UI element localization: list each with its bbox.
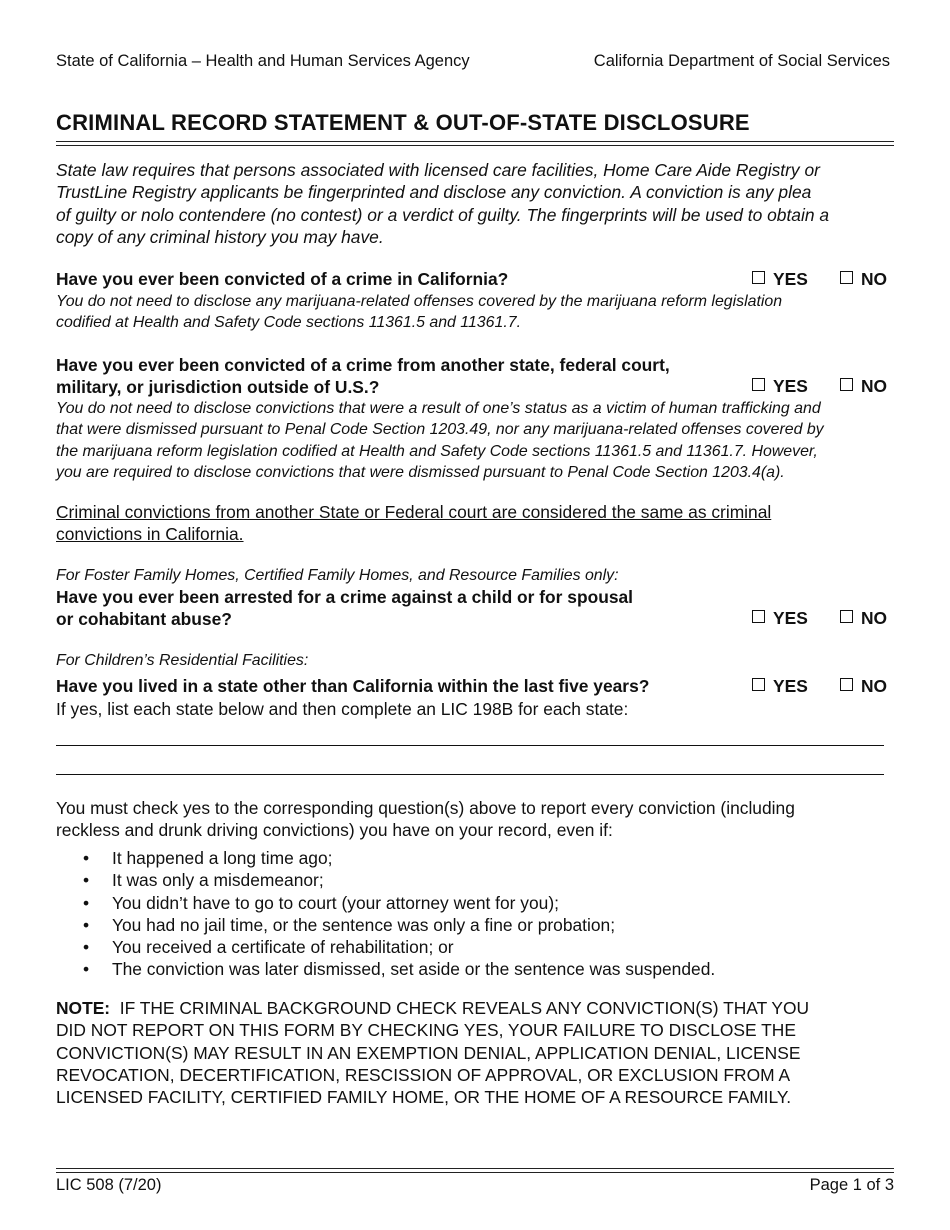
note-line: You do not need to disclose convictions that were a result of one’s status as a victim of human trafficking and bbox=[56, 400, 821, 417]
checkbox-icon bbox=[752, 271, 765, 284]
q2-note bbox=[56, 398, 894, 483]
note-text: IF THE CRIMINAL BACKGROUND CHECK REVEALS ANY CONVICTION(S) THAT YOU bbox=[110, 998, 810, 1018]
note-line: REVOCATION, DECERTIFICATION, RESCISSION OF APPROVAL, OR EXCLUSION FROM A bbox=[56, 1064, 791, 1085]
q4-yes-checkbox[interactable] bbox=[752, 676, 808, 697]
list-item-text: The conviction was later dismissed, set aside or the sentence was suspended. bbox=[112, 959, 716, 980]
note-line: codified at Health and Safety Code sections 11361.5 and 11361.7. bbox=[56, 314, 521, 332]
list-item bbox=[56, 936, 715, 958]
note-line bbox=[56, 997, 809, 1019]
list-item-text: You received a certificate of rehabilitation; or bbox=[112, 937, 454, 958]
bullet-icon: • bbox=[83, 892, 90, 913]
q2-no-checkbox[interactable] bbox=[840, 376, 887, 397]
note-line: You do not need to disclose any marijuana-related offenses covered by the marijuana reform legislation bbox=[56, 293, 783, 310]
list-item bbox=[56, 892, 715, 914]
list-item-text: You didn’t have to go to court (your attorney went for you); bbox=[112, 892, 559, 913]
no-label: NO bbox=[861, 376, 888, 396]
checkbox-icon bbox=[840, 610, 853, 623]
yes-label: YES bbox=[773, 376, 808, 396]
q1-no-checkbox[interactable] bbox=[840, 269, 887, 290]
paragraph-line: reckless and drunk driving convictions) you have on your record, even if: bbox=[56, 820, 613, 841]
note-line: the marijuana reform legislation codified at Health and Safety Code sections 11361.5 and 11361.7. However, bbox=[56, 442, 818, 460]
intro-line: TrustLine Registry applicants be fingerprinted and disclose any conviction. A conviction is any plea bbox=[56, 182, 812, 203]
q3-yes-checkbox[interactable] bbox=[752, 608, 808, 629]
states-input-line-1[interactable] bbox=[56, 745, 884, 746]
checkbox-icon bbox=[752, 678, 765, 691]
list-item bbox=[56, 958, 715, 980]
checkbox-icon bbox=[752, 378, 765, 391]
q4-context: For Children’s Residential Facilities: bbox=[56, 652, 309, 669]
page-number: Page 1 of 3 bbox=[809, 1176, 894, 1194]
note-line: you are required to disclose convictions that were dismissed pursuant to Penal Code Section 1203.4(a). bbox=[56, 463, 785, 481]
bullet-icon: • bbox=[83, 870, 90, 891]
yes-label: YES bbox=[773, 676, 808, 696]
statement-line: Criminal convictions from another State or Federal court are considered the same as criminal bbox=[56, 502, 772, 522]
intro-paragraph bbox=[56, 159, 894, 249]
instruction-text: If yes, list each state below and then complete an LIC 198B for each state: bbox=[56, 699, 629, 719]
checkbox-icon bbox=[840, 378, 853, 391]
note-line: CONVICTION(S) MAY RESULT IN AN EXEMPTION DENIAL, APPLICATION DENIAL, LICENSE bbox=[56, 1042, 801, 1063]
footer-divider bbox=[56, 1168, 894, 1173]
q1-note bbox=[56, 291, 894, 334]
list-item-text: You had no jail time, or the sentence was only a fine or probation; bbox=[112, 914, 616, 935]
q2-yes-checkbox[interactable] bbox=[752, 376, 808, 397]
no-label: NO bbox=[861, 676, 888, 696]
note-line: that were dismissed pursuant to Penal Code Section 1203.49, nor any marijuana-related offenses covered by bbox=[56, 421, 824, 439]
q4-no-checkbox[interactable] bbox=[840, 676, 887, 697]
yes-label: YES bbox=[773, 608, 808, 628]
bullet-icon: • bbox=[83, 848, 90, 868]
form-id: LIC 508 (7/20) bbox=[56, 1176, 162, 1194]
form-title: CRIMINAL RECORD STATEMENT & OUT-OF-STATE DISCLOSURE bbox=[56, 110, 750, 135]
intro-line: State law requires that persons associated with licensed care facilities, Home Care Aide Registry or bbox=[56, 160, 820, 180]
no-label: NO bbox=[861, 269, 888, 289]
question-text: Have you lived in a state other than California within the last five years? bbox=[56, 676, 650, 696]
q1-yes-checkbox[interactable] bbox=[752, 269, 808, 290]
checkbox-icon bbox=[752, 610, 765, 623]
q3-context: For Foster Family Homes, Certified Family Homes, and Resource Families only: bbox=[56, 567, 619, 584]
intro-line: of guilty or nolo contendere (no contest) or a verdict of guilty. The fingerprints will be used to obtain a bbox=[56, 204, 830, 225]
equivalence-statement bbox=[56, 501, 771, 545]
conviction-conditions-list bbox=[56, 847, 715, 981]
note-line: LICENSED FACILITY, CERTIFIED FAMILY HOME, OR THE HOME OF A RESOURCE FAMILY. bbox=[56, 1087, 792, 1108]
statement-line: convictions in California. bbox=[56, 524, 244, 545]
bullet-icon: • bbox=[83, 937, 90, 958]
checkbox-icon bbox=[840, 678, 853, 691]
list-item bbox=[56, 914, 715, 936]
bullet-icon: • bbox=[83, 959, 90, 980]
states-input-line-2[interactable] bbox=[56, 774, 884, 775]
note-label: NOTE: bbox=[56, 998, 111, 1018]
q4-instruction bbox=[56, 698, 628, 720]
checkbox-icon bbox=[840, 271, 853, 284]
intro-line: copy of any criminal history you may have. bbox=[56, 227, 384, 248]
note-line: DID NOT REPORT ON THIS FORM BY CHECKING YES, YOUR FAILURE TO DISCLOSE THE bbox=[56, 1020, 796, 1041]
note-paragraph bbox=[56, 997, 809, 1108]
question-text: or cohabitant abuse? bbox=[56, 608, 232, 629]
q3-no-checkbox[interactable] bbox=[840, 608, 887, 629]
bullet-icon: • bbox=[83, 914, 90, 935]
title-divider bbox=[56, 141, 894, 146]
must-check-paragraph bbox=[56, 797, 795, 841]
department-name: California Department of Social Services bbox=[593, 52, 890, 70]
question-text: military, or jurisdiction outside of U.S.? bbox=[56, 376, 380, 397]
list-item bbox=[56, 869, 715, 891]
question-text: Have you ever been convicted of a crime from another state, federal court, bbox=[56, 355, 670, 375]
question-text: Have you ever been arrested for a crime against a child or for spousal bbox=[56, 587, 633, 607]
agency-name: State of California – Health and Human Services Agency bbox=[56, 52, 470, 70]
no-label: NO bbox=[861, 608, 888, 628]
list-item bbox=[56, 847, 715, 869]
question-text: Have you ever been convicted of a crime in California? bbox=[56, 269, 509, 289]
yes-label: YES bbox=[773, 269, 808, 289]
paragraph-line: You must check yes to the corresponding question(s) above to report every conviction (including bbox=[56, 798, 795, 818]
list-item-text: It happened a long time ago; bbox=[112, 848, 333, 868]
list-item-text: It was only a misdemeanor; bbox=[112, 870, 324, 891]
